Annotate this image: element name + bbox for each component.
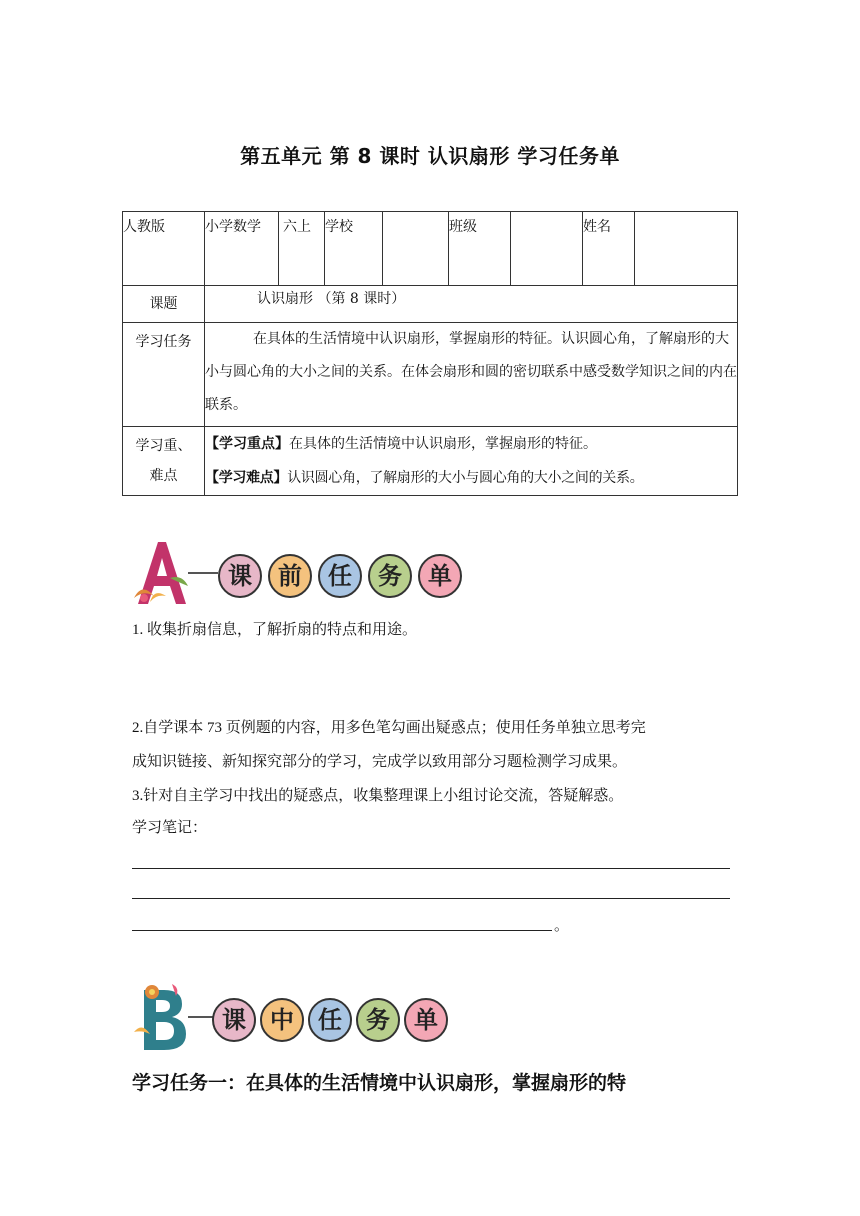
school-field[interactable] — [383, 212, 449, 286]
keypoints-value — [205, 427, 738, 496]
pre-task-item-3: 3.针对自主学习中找出的疑惑点，收集整理课上小组讨论交流，答疑解惑。 — [132, 788, 624, 804]
topic-label: 课题 — [123, 286, 205, 323]
banner-char-1: 课 — [212, 998, 256, 1042]
school-label: 学校 — [325, 212, 383, 286]
banner-char-5: 单 — [418, 554, 462, 598]
keypoints-label-line1: 学习重、 — [135, 438, 192, 454]
difficulty-text: 认识圆心角，了解扇形的大小与圆心角的大小之间的关系。 — [287, 470, 644, 486]
name-field[interactable] — [635, 212, 738, 286]
page-title: 第五单元 第 8 课时 认识扇形 学习任务单 — [240, 144, 620, 168]
banner-char-2: 前 — [268, 554, 312, 598]
pre-task-item-2-line2: 成知识链接、新知探究部分的学习，完成学以致用部分习题检测学习成果。 — [132, 754, 628, 770]
topic-value: 认识扇形 （第 8 课时） — [205, 286, 738, 323]
key-point-text: 在具体的生活情境中认识扇形，掌握扇形的特征。 — [289, 436, 597, 452]
subject-cell: 小学数学 — [205, 212, 279, 286]
banner-char-1: 课 — [218, 554, 262, 598]
letter-a-text: A — [136, 576, 137, 577]
pre-task-item-1: 1. 收集折扇信息，了解折扇的特点和用途。 — [132, 622, 418, 638]
banner-char-2: 中 — [260, 998, 304, 1042]
banner-char-5: 单 — [404, 998, 448, 1042]
class-label: 班级 — [449, 212, 511, 286]
name-label: 姓名 — [583, 212, 635, 286]
in-class-banner — [132, 982, 452, 1052]
letter-b-icon — [132, 982, 194, 1052]
difficulty-line — [205, 461, 737, 495]
difficulty-tag: 【学习难点】 — [205, 470, 288, 486]
task-label: 学习任务 — [123, 323, 205, 427]
notes-line-2[interactable] — [132, 898, 730, 899]
task-value: 在具体的生活情境中认识扇形，掌握扇形的特征。认识圆心角，了解扇形的大小与圆心角的大小之间的关系。在体会扇形和圆的密切联系中感受数学知识之间的内在联系。 — [205, 323, 738, 427]
class-field[interactable] — [511, 212, 583, 286]
letter-a-icon — [132, 538, 194, 608]
key-point-tag: 【学习重点】 — [205, 436, 289, 452]
notes-label: 学习笔记： — [132, 820, 208, 836]
notes-line-3[interactable] — [132, 930, 552, 931]
task1-heading: 学习任务一：在具体的生活情境中认识扇形，掌握扇形的特 — [132, 1072, 627, 1094]
pre-task-item-2-line1: 2.自学课本 73 页例题的内容，用多色笔勾画出疑惑点；使用任务单独立思考完 — [132, 720, 646, 736]
info-table — [122, 211, 738, 496]
banner-connector — [188, 572, 218, 574]
banner-char-4: 务 — [356, 998, 400, 1042]
banner-char-4: 务 — [368, 554, 412, 598]
notes-line-1[interactable] — [132, 868, 730, 869]
keypoints-label-line2: 难点 — [149, 468, 178, 484]
pre-class-banner — [132, 538, 472, 608]
notes-end-mark: 。 — [554, 918, 570, 934]
banner-char-3: 任 — [318, 554, 362, 598]
key-point-line — [205, 427, 737, 461]
keypoints-label — [123, 427, 205, 496]
letter-b-text: B — [136, 1020, 137, 1021]
grade-cell: 六上 — [279, 212, 325, 286]
publisher-cell: 人教版 — [123, 212, 205, 286]
banner-char-3: 任 — [308, 998, 352, 1042]
